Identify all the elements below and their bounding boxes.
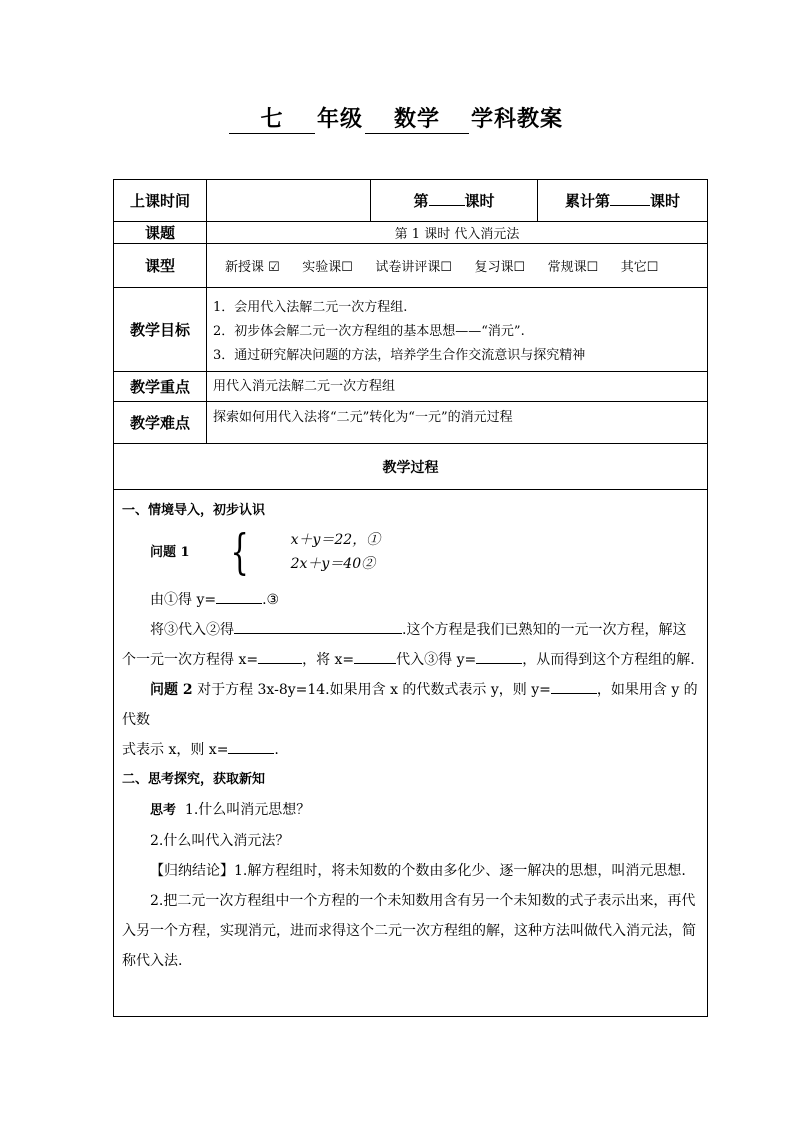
title-grade-suffix: 年级	[316, 106, 363, 132]
step-2-text: 将③代入②得	[150, 622, 234, 638]
header-row	[114, 180, 708, 222]
section-1-heading: 一、情境导入，初步认识	[122, 503, 266, 518]
period-label: 第	[413, 192, 429, 210]
question-2-cont	[122, 735, 699, 765]
lesson-type-experiment[interactable]: 实验课☐	[302, 260, 353, 275]
answer-blank[interactable]	[216, 603, 262, 604]
conclusion-1	[122, 856, 699, 886]
title-suffix: 学科教案	[471, 106, 564, 132]
period-suffix: 课时	[464, 192, 495, 210]
lesson-plan-table	[113, 179, 708, 1017]
think-2: 2.什么叫代入消元法？	[150, 833, 290, 849]
question-2-label: 问题 2	[150, 682, 193, 698]
difficulty-label: 教学难点	[114, 402, 207, 444]
answer-blank[interactable]	[551, 693, 597, 694]
equation-2: 2x＋y＝40②	[290, 556, 376, 572]
equations	[263, 528, 381, 576]
question-2-text-d: .	[274, 742, 279, 758]
process-heading-row	[114, 444, 708, 490]
lesson-type-label: 课型	[114, 244, 207, 288]
topic-row	[114, 222, 708, 244]
brace-icon: {	[230, 524, 249, 580]
conclusion-2: 2.把二元一次方程组中一个方程的一个未知数用含有另一个未知数的式子表示出来，再代入另一个方程，实现消元，进而求得这个二元一次方程组的解，这种方法叫做代入消元法，简称代入法.	[122, 893, 696, 969]
answer-blank[interactable]	[258, 663, 302, 664]
page-title	[0, 102, 794, 134]
think-label: 思考	[150, 803, 177, 818]
step-1	[122, 585, 699, 615]
lesson-type-new[interactable]: 新授课 ☑	[225, 260, 280, 275]
topic-label: 课题	[114, 222, 207, 244]
title-subject: 数学	[365, 105, 469, 134]
think-1-text: 1.什么叫消元思想？	[184, 802, 311, 818]
equation-1: x＋y＝22，①	[290, 532, 381, 548]
step-3-text-a: 个一元一次方程得 x=	[122, 652, 259, 668]
topic-value: 第 1 课时 代入消元法	[207, 222, 708, 244]
step-3-text-c: 代入③得 y=	[396, 652, 477, 668]
process-heading: 教学过程	[114, 444, 708, 490]
answer-blank[interactable]	[354, 663, 396, 664]
step-1-end: .③	[262, 592, 280, 608]
cumulative-label: 累计第	[564, 192, 610, 210]
conclusion-label: 【归纳结论】	[150, 863, 234, 879]
lesson-type-options	[207, 244, 708, 288]
question-2-text-a: 对于方程 3x-8y=14.如果用含 x 的代数式表示 y，则 y=	[197, 682, 551, 698]
answer-blank[interactable]	[476, 663, 522, 664]
question-2-text-b: ，如果用含 y 的代数	[122, 682, 698, 728]
step-3-text-d: ，从而得到这个方程组的解.	[522, 652, 695, 668]
question-2-text-c: 式表示 x，则 x=	[122, 742, 229, 758]
lesson-type-test-review[interactable]: 试卷讲评课☐	[375, 260, 453, 275]
step-2-end: .这个方程是我们已熟知的一元一次方程，解这	[402, 622, 687, 638]
question-1	[122, 526, 699, 579]
cumulative-cell	[538, 180, 708, 222]
time-value	[207, 180, 371, 222]
lesson-type-revision[interactable]: 复习课☐	[474, 260, 526, 275]
key-point-label: 教学重点	[114, 372, 207, 402]
process-body	[114, 490, 708, 1017]
question-1-label: 问题 1	[150, 545, 190, 560]
cumulative-blank	[610, 205, 650, 206]
step-3	[122, 645, 699, 675]
cumulative-suffix: 课时	[650, 192, 681, 210]
difficulty-value: 探索如何用代入法将“二元”转化为“一元”的消元过程	[207, 402, 708, 444]
section-2-heading: 二、思考探究，获取新知	[122, 772, 266, 787]
period-cell	[371, 180, 538, 222]
goals-list	[207, 288, 708, 372]
lesson-type-regular[interactable]: 常规课☐	[547, 260, 599, 275]
goal-item: 2．初步体会解二元一次方程组的基本思想——“消元”.	[213, 324, 525, 339]
process-body-row	[114, 490, 708, 1017]
lesson-type-row	[114, 244, 708, 288]
think-1	[122, 795, 699, 826]
step-3-text-b: ，将 x=	[302, 652, 355, 668]
key-point-row	[114, 372, 708, 402]
goal-item: 3．通过研究解决问题的方法，培养学生合作交流意识与探究精神	[213, 348, 586, 363]
equation-system	[202, 524, 381, 580]
step-2	[122, 615, 699, 645]
difficulty-row	[114, 402, 708, 444]
lesson-type-other[interactable]: 其它☐	[620, 260, 659, 275]
goal-item: 1．会用代入法解二元一次方程组.	[213, 300, 408, 315]
time-label: 上课时间	[114, 180, 207, 222]
goals-row	[114, 288, 708, 372]
question-2	[122, 675, 699, 735]
goals-label: 教学目标	[114, 288, 207, 372]
key-point-value: 用代入消元法解二元一次方程组	[207, 372, 708, 402]
conclusion-1-text: 1.解方程组时，将未知数的个数由多化少、逐一解决的思想，叫消元思想.	[234, 863, 686, 879]
answer-blank[interactable]	[234, 633, 402, 634]
step-1-text: 由①得 y=	[150, 592, 217, 608]
period-blank	[429, 205, 465, 206]
answer-blank[interactable]	[228, 753, 274, 754]
title-grade: 七	[229, 105, 315, 134]
